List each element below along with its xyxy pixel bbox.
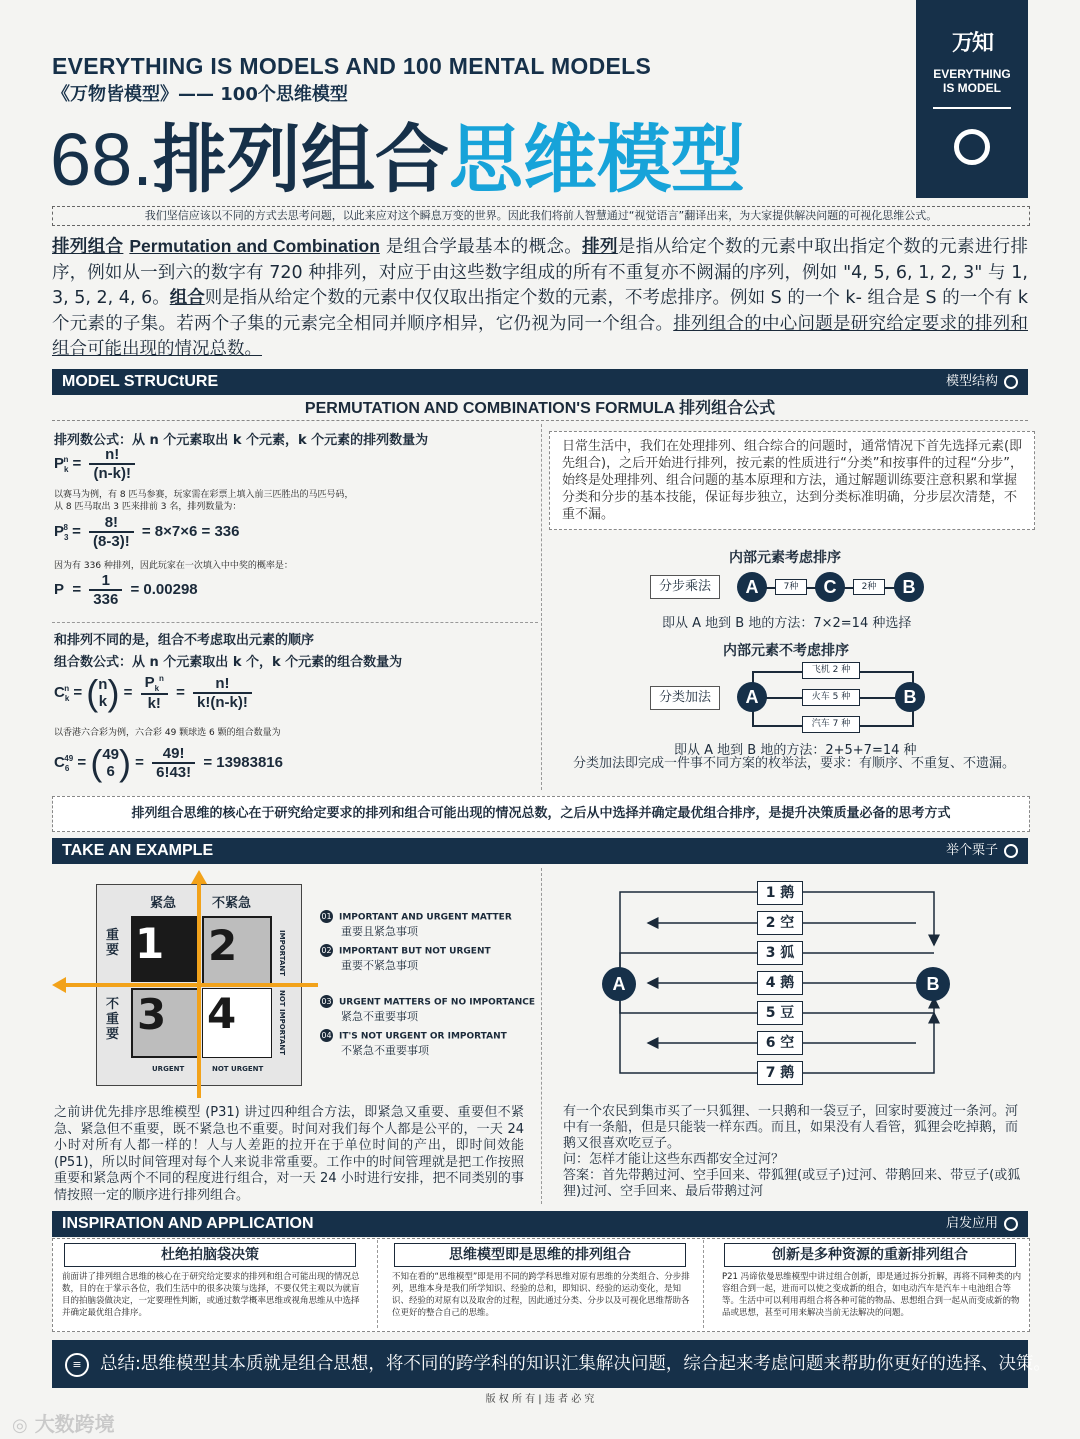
class-title: 内部元素不考虑排序 xyxy=(723,643,849,659)
legend-item xyxy=(320,910,540,939)
ring-icon xyxy=(954,129,990,165)
header-line2: 《万物皆模型》—— 100个思维模型 xyxy=(52,84,348,105)
legend-num: 01 xyxy=(321,912,332,921)
watermark-text: 大数跨境 xyxy=(34,1412,115,1436)
quadrant-1: 1 xyxy=(131,916,200,982)
header-line1: EVERYTHING IS MODELS AND 100 MENTAL MODELS xyxy=(52,53,652,79)
brand-logo: 万知 xyxy=(951,31,992,56)
step-ways2: 2种 xyxy=(853,579,885,595)
legend-item xyxy=(320,1029,540,1058)
intro-text1: 是组合学最基本的概念。 xyxy=(385,237,583,257)
step-title: 内部元素考虑排序 xyxy=(729,550,841,566)
perm-formula: $P_k^n$ = $\frac{n!}{(n-k)!}$ xyxy=(54,446,139,482)
step-ways1: 7种 xyxy=(775,579,807,595)
legend-item xyxy=(320,995,540,1024)
quadrant-3: 3 xyxy=(131,988,201,1058)
example-left-text: 之前讲优先排序思维模型 (P31) 讲过四种组合方法，即紧急又重要、重要但不紧急、紧急但不重要，既不紧急也不重要。时间对我们每个人都是公平的，一天 24 小时对所有人都一样的！人与人差距的拉开在于单位时间的产出，即时间效能 (P51)，所以时间管理对每个人来说非常重要。工作中的时间管理就是把工作按照重要和紧急两个不同的程度进行组合，对一天 24 小时进行安排，把不同类别的事情按照一定的顺序进行排列组合。 xyxy=(54,1105,524,1203)
legend-en: URGENT MATTERS OF NO IMPORTANCE xyxy=(339,997,535,1008)
river-node-b: B xyxy=(916,967,950,1001)
perm-example-formula: $P_3^8$ = $\frac{8!}{(8-3)!}$ = 8×7×6 = 336 xyxy=(54,514,240,550)
brand-divider xyxy=(933,107,1011,109)
right-explanation: 日常生活中，我们在处理排列、组合综合的问题时，通常情况下首先选择元素(即先组合)，之后开始进行排列，按元素的性质进行“分类”和按事件的过程“分步”，始终是处理排列、组合问题的基本原理和方法，通过解题训练要注意积累和掌握分类和分步的基本技能，保证每步独立，达到分类标准明确，分步层次清楚，不重不漏。 xyxy=(549,431,1035,530)
class-tag: 分类加法 xyxy=(650,686,720,710)
matrix-left-top: 重要 xyxy=(106,928,120,958)
perm-result: = 8×7×6 = 336 xyxy=(141,522,240,540)
summary-bar xyxy=(52,1340,1051,1388)
class-opt2: 火车 5 种 xyxy=(802,689,860,706)
insp-col2-text: 不知在看的“思维模型”即是用不同的跨学科思维对原有思维的分类组合、分步排列，思维本身是我们所学知识、经验的总和，即知识、经验的运动变化，是知识、经验的对原有以及取舍的过程，因此通过分类、分步以及可视化思维帮助各位更好的整合自己的思维。 xyxy=(392,1272,690,1318)
ring-icon xyxy=(1004,844,1018,858)
horizontal-axis xyxy=(64,983,318,987)
class-opt3: 汽车 7 种 xyxy=(802,716,860,733)
insp-col3-text: P21 冯谛依曼思维模型中讲过组合创新，即是通过拆分折解，再将不同种类的内容组合到一起，进而可以使之变成新的组合，如电动汽车是汽车＋电池组合等等。生活中可以利用再组合将各种可能的物品、思想组合到一起从而变成新的物品或思想，甚至可用来解决当前无法解决的问题。 xyxy=(722,1272,1022,1318)
node-c: C xyxy=(815,572,845,602)
intro-text2: 是指从给定个数的元素中取出指定个数的元素进行排序，例如从一到六的数字有 720 种排列，对应于由这些数字组成的所有不重复亦不阙漏的序列，例如 "4, 5, 6, 1, 2, 3" 与 1, 3, 5, 2, 4, 6。 xyxy=(52,237,1029,308)
comb-label: 组合数公式：从 n 个元素取出 k 个，k 个元素的组合数量为 xyxy=(54,655,403,670)
river-step-3: 3 狐 xyxy=(757,941,803,965)
comb-example-formula: $C_6^{49} = (49$ 6 ) = $\frac{49!}{6!43!}$ = 13983816 xyxy=(54,742,283,783)
comb-intro: 和排列不同的是，组合不考虑取出元素的顺序 xyxy=(54,633,315,648)
title-blue: 思维模型 xyxy=(448,117,745,203)
river-node-a: A xyxy=(602,967,636,1001)
legend-en: IMPORTANT BUT NOT URGENT xyxy=(339,946,491,957)
vertical-axis xyxy=(197,880,201,1098)
ring-icon xyxy=(1004,1217,1018,1231)
ring-icon xyxy=(1004,375,1018,389)
page-title xyxy=(50,118,745,202)
legend-num: 03 xyxy=(321,997,332,1006)
insp-col2-title: 思维模型即是思维的排列组合 xyxy=(394,1243,686,1267)
example-divider xyxy=(541,868,542,1204)
intro-term: 排列组合 xyxy=(52,237,124,257)
summary-text: 总结:思维模型其本质就是组合思想，将不同的跨学科的知识汇集解决问题，综合起来考虑问题来帮助你更好的选择、决策。 xyxy=(100,1354,1051,1374)
matrix-left-bottom: 不重要 xyxy=(106,997,120,1042)
intro-perm-word: 排列 xyxy=(582,237,618,257)
watermark-logo-icon: ◎ xyxy=(12,1415,28,1436)
copyright: 版 权 所 有 | 违 者 必 究 xyxy=(485,1394,595,1405)
river-step-5: 5 豆 xyxy=(757,1001,803,1025)
prob-formula: P = $\frac{1}{336}$ = 0.00298 xyxy=(54,572,198,608)
legend-zh: 不紧急不重要事项 xyxy=(341,1044,429,1057)
matrix-right-top: IMPORTANT xyxy=(278,930,286,977)
matrix-top-right: 不紧急 xyxy=(212,896,252,911)
matrix-top-left: 紧急 xyxy=(150,896,177,911)
insp-col3-title: 创新是多种资源的重新排列组合 xyxy=(724,1243,1016,1267)
chat-icon: ≡ xyxy=(65,1353,89,1377)
insp-divider1 xyxy=(377,1240,378,1328)
legend-num: 02 xyxy=(321,946,332,955)
arrow-up-icon xyxy=(191,870,207,884)
example-title: TAKE AN EXAMPLE xyxy=(62,842,214,859)
comb-formula: $C_k^n = (n$ k) = $\frac{P_k^n}{k!}$ = $\frac{n!}{k!(n-k)!}$ xyxy=(54,672,256,714)
inspiration-bar xyxy=(52,1211,1028,1237)
comb-note: 以香港六合彩为例，六合彩 49 颗球选 6 颗的组合数量为 xyxy=(54,728,281,738)
legend-num: 04 xyxy=(321,1031,332,1040)
river-step-4: 4 鹅 xyxy=(757,971,803,995)
legend-zh: 重要且紧急事项 xyxy=(341,925,418,938)
arrow-left-icon xyxy=(52,977,66,993)
river-step-2: 2 空 xyxy=(757,911,803,935)
example-bar xyxy=(52,838,1028,864)
prob-note: 因为有 336 种排列，因此玩家在一次填入中中奖的概率是： xyxy=(54,561,293,571)
intro-text3: 则是指从给定个数的元素中仅仅取出指定个数的元素，不考虑排序。例如 S 的一个 k- 组合是 S 的一个有 k 个元素的子集。若两个子集的元素完全相同并顺序相异，它仍视为同一个组合。 xyxy=(52,288,1028,334)
matrix-legend xyxy=(320,910,540,1058)
perm-label: 排列数公式：从 n 个元素取出 k 个元素，k 个元素的排列数量为 xyxy=(54,433,429,448)
perm-note2: 从 8 匹马取出 3 匹来排前 3 名，排列数量为： xyxy=(54,502,242,512)
model-structure-title: MODEL STRUCtURE xyxy=(62,373,219,390)
intro-paragraph xyxy=(52,234,1028,363)
formula-title: PERMUTATION AND COMBINATION'S FORMULA 排列组合公式 xyxy=(52,398,1028,421)
intro-text4: 排列组合的中心问题是研究给定要求的排列和组合可能出现的情况总数。 xyxy=(52,313,1028,359)
intro-term-en: Permutation and Combination xyxy=(129,236,380,256)
title-number: 68. xyxy=(50,118,153,201)
legend-en: IT'S NOT URGENT OR IMPORTANT xyxy=(339,1031,507,1042)
legend-zh: 紧急不重要事项 xyxy=(341,1010,418,1023)
river-step-7: 7 鹅 xyxy=(757,1061,803,1085)
matrix-bottom-right: NOT URGENT xyxy=(212,1065,264,1073)
comb-result: = 13983816 xyxy=(203,753,283,771)
formula-divider xyxy=(52,622,538,623)
perm-note1: 以赛马为例，有 8 匹马参赛，玩家需在彩票上填入前三匹胜出的马匹号码， xyxy=(54,490,354,500)
node-a2: A xyxy=(737,682,767,712)
step-tag: 分步乘法 xyxy=(650,575,720,599)
legend-en: IMPORTANT AND URGENT MATTER xyxy=(339,912,512,923)
example-right-text xyxy=(563,1104,1029,1200)
insp-divider2 xyxy=(703,1240,704,1328)
story-text: 有一个农民到集市买了一只狐狸、一只鹅和一袋豆子，回家时要渡过一条河。河中有一条船，但是只能装一样东西。而且，如果没有人看管，狐狸会吃掉鹅，而鹅又很喜欢吃豆子。 xyxy=(563,1104,1019,1151)
river-step-6: 6 空 xyxy=(757,1031,803,1055)
node-b2: B xyxy=(895,682,925,712)
intro-comb-word: 组合 xyxy=(169,288,205,308)
matrix-bottom-left: URGENT xyxy=(152,1065,185,1073)
tagline: 我们坚信应该以不同的方式去思考问题，以此来应对这个瞬息万变的世界。因此我们将前人智慧通过“视觉语言”翻译出来，为大家提供解决问题的可视化思维公式。 xyxy=(52,206,1030,226)
class-caption: 即从 A 地到 B 地的方法：2+5+7=14 种 xyxy=(674,743,917,758)
river-step-1: 1 鹅 xyxy=(757,881,803,905)
brand-text1: EVERYTHING xyxy=(933,67,1011,81)
insp-col1-text: 前面讲了排列组合思维的核心在于研究给定要求的排列和组合可能出现的情况总数，目的在于掌示各位，我们生活中的很多决策与选择，不要仅凭主观以为就盲目的拍脑袋做决定，一定要理性判断，或通过数学概率思维或视角思维从中选择并确定最优组合排序。 xyxy=(62,1272,360,1318)
quadrant-2: 2 xyxy=(202,916,272,986)
example-zh: 举个栗子 xyxy=(945,843,998,858)
class-note: 分类加法即完成一件事不同方案的枚举法，要求：有顺序、不重复、不遗漏。 xyxy=(572,756,1015,771)
story-answer: 答案：首先带鹅过河、空手回来、带狐狸(或豆子)过河、带鹅回来、带豆子(或狐狸)过河、空手回来、最后带鹅过河 xyxy=(563,1168,1021,1199)
legend-zh: 重要不紧急事项 xyxy=(341,959,418,972)
inspiration-title: INSPIRATION AND APPLICATION xyxy=(62,1215,314,1232)
story-question: 问：怎样才能让这些东西都安全过河？ xyxy=(563,1152,785,1167)
inspiration-zh: 启发应用 xyxy=(945,1216,998,1231)
class-opt1: 飞机 2 种 xyxy=(802,662,860,679)
node-b: B xyxy=(894,572,924,602)
prob-result: = 0.00298 xyxy=(130,580,198,598)
core-banner: 排列组合思维的核心在于研究给定要求的排列和组合可能出现的情况总数，之后从中选择并确定最优组合排序，是提升决策质量必备的思考方式 xyxy=(52,796,1030,832)
quadrant-4: 4 xyxy=(202,988,272,1058)
step-caption: 即从 A 地到 B 地的方法：7×2=14 种选择 xyxy=(662,616,912,631)
node-a: A xyxy=(737,572,767,602)
insp-col1-title: 杜绝拍脑袋决策 xyxy=(64,1243,356,1267)
column-divider xyxy=(541,424,542,790)
model-structure-zh: 模型结构 xyxy=(945,374,998,389)
brand-badge xyxy=(916,0,1028,198)
watermark xyxy=(12,1408,115,1437)
matrix-right-bottom: NOT IMPORTANT xyxy=(278,990,286,1056)
model-structure-bar xyxy=(52,369,1028,395)
legend-item xyxy=(320,944,540,973)
title-dark: 排列组合 xyxy=(152,117,449,203)
brand-text2: IS MODEL xyxy=(942,81,1001,95)
